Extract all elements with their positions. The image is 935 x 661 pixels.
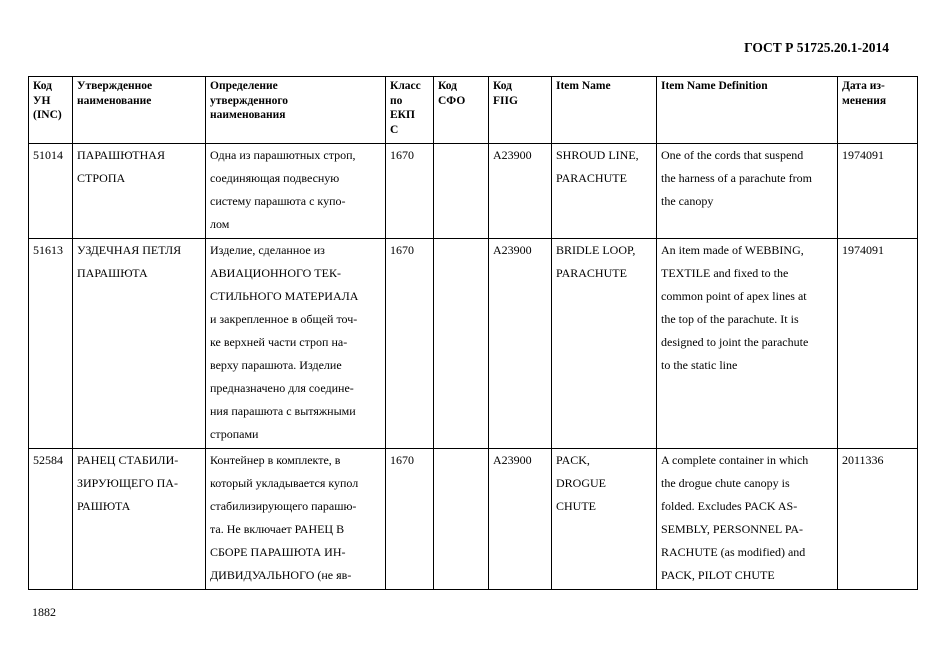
cell-class: 1670 — [386, 144, 434, 239]
table-row — [29, 144, 918, 239]
cell-approved-name: РАНЕЦ СТАБИЛИ- ЗИРУЮЩЕГО ПА- РАШЮТА — [73, 449, 206, 590]
cell-sfo — [434, 144, 489, 239]
cell-inc: 51613 — [29, 239, 73, 449]
cell-item-name: SHROUD LINE, PARACHUTE — [552, 144, 657, 239]
cell-definition: Изделие, сделанное из АВИАЦИОННОГО ТЕК- СТИЛЬНОГО МАТЕРИАЛА и закрепленное в общей точ- ке верхней части строп на- верху парашюта. Изделие предназначено для соедине- ния парашюта с вытяжными стропами — [206, 239, 386, 449]
cell-item-definition: An item made of WEBBING, TEXTILE and fixed to the common point of apex lines at the top of the parachute. It is designed to joint the parachute to the static line — [657, 239, 838, 449]
cell-definition: Контейнер в комплекте, в который укладывается купол стабилизирующего парашю- та. Не включает РАНЕЦ В СБОРЕ ПАРАШЮТА ИН- ДИВИДУАЛЬНОГО (не яв- — [206, 449, 386, 590]
cell-date: 1974091 — [838, 144, 918, 239]
document-header: ГОСТ Р 51725.20.1-2014 — [744, 40, 889, 55]
nomenclature-table — [28, 76, 918, 590]
table-header-row — [29, 77, 918, 144]
column-header-date: Дата из- менения — [838, 77, 918, 144]
cell-fiig: A23900 — [489, 449, 552, 590]
cell-item-definition: One of the cords that suspend the harness of a parachute from the canopy — [657, 144, 838, 239]
cell-sfo — [434, 239, 489, 449]
cell-class: 1670 — [386, 239, 434, 449]
cell-approved-name: УЗДЕЧНАЯ ПЕТЛЯ ПАРАШЮТА — [73, 239, 206, 449]
cell-item-name: BRIDLE LOOP, PARACHUTE — [552, 239, 657, 449]
column-header-class: Класс по ЕКП С — [386, 77, 434, 144]
column-header-inc: Код УН (INC) — [29, 77, 73, 144]
cell-class: 1670 — [386, 449, 434, 590]
cell-fiig: A23900 — [489, 239, 552, 449]
cell-item-name: PACK, DROGUE CHUTE — [552, 449, 657, 590]
cell-item-definition: A complete container in which the drogue chute canopy is folded. Excludes PACK AS- SEMBLY, PERSONNEL PA- RACHUTE (as modified) and PACK, PILOT CHUTE — [657, 449, 838, 590]
column-header-fiig: Код FIIG — [489, 77, 552, 144]
cell-approved-name: ПАРАШЮТНАЯ СТРОПА — [73, 144, 206, 239]
table-row — [29, 239, 918, 449]
column-header-item-definition: Item Name Definition — [657, 77, 838, 144]
column-header-item-name: Item Name — [552, 77, 657, 144]
cell-fiig: A23900 — [489, 144, 552, 239]
page-number: 1882 — [32, 605, 56, 619]
table-row — [29, 449, 918, 590]
cell-sfo — [434, 449, 489, 590]
cell-date: 1974091 — [838, 239, 918, 449]
cell-inc: 52584 — [29, 449, 73, 590]
cell-date: 2011336 — [838, 449, 918, 590]
cell-definition: Одна из парашютных строп, соединяющая подвесную систему парашюта с купо- лом — [206, 144, 386, 239]
column-header-approved-name: Утвержденное наименование — [73, 77, 206, 144]
column-header-sfo: Код СФО — [434, 77, 489, 144]
cell-inc: 51014 — [29, 144, 73, 239]
column-header-definition: Определение утвержденного наименования — [206, 77, 386, 144]
